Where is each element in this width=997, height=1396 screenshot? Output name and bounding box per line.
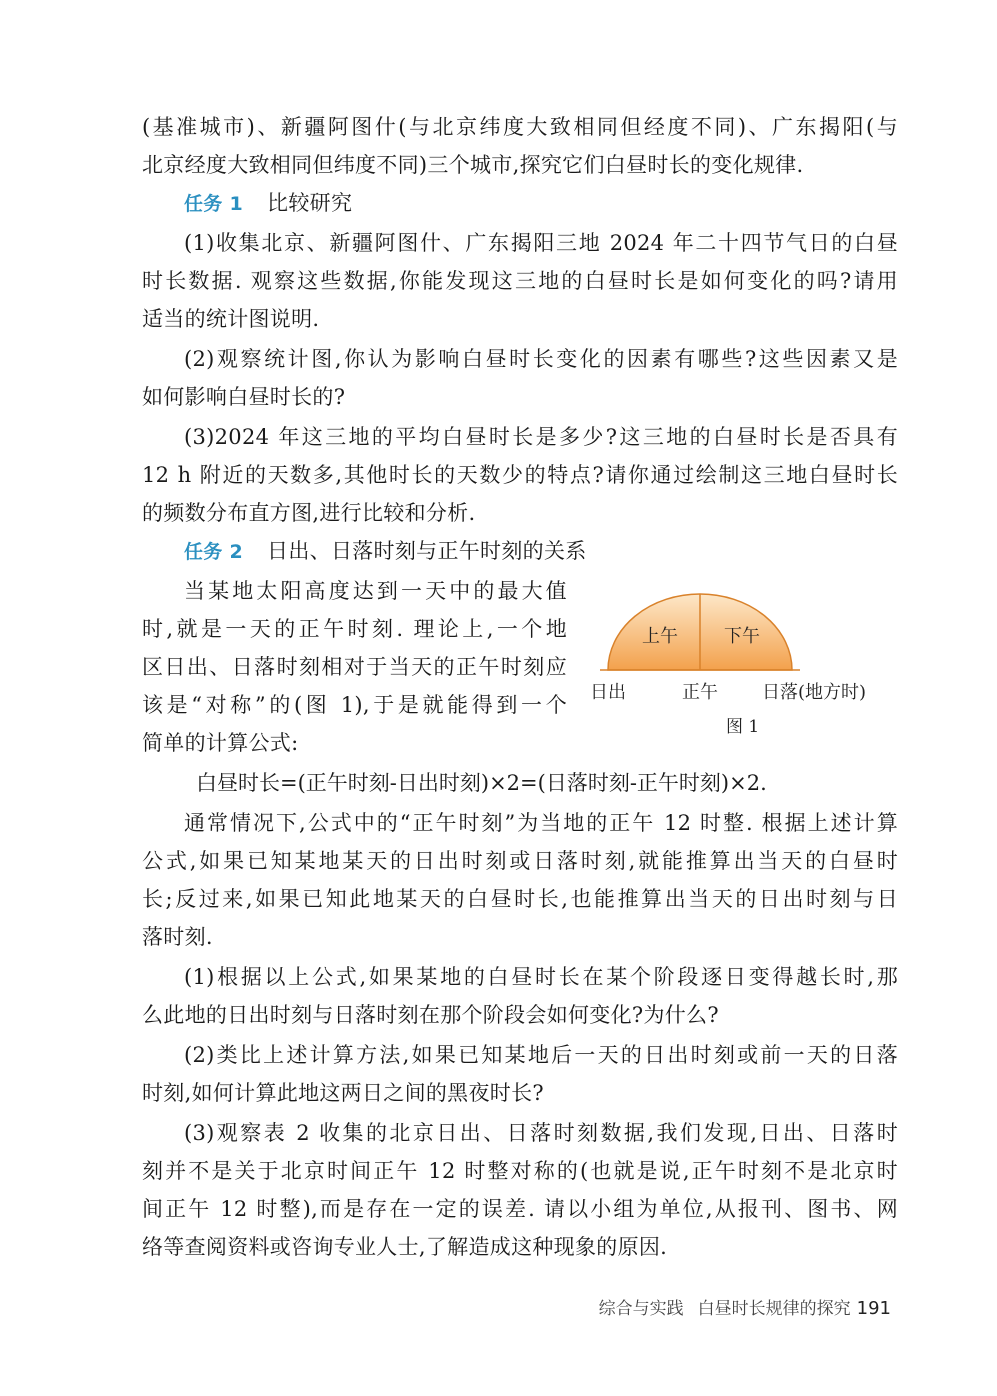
- paragraph-line: 的频数分布直方图,进行比较和分析.: [142, 501, 476, 525]
- task1-title: 比较研究: [267, 191, 353, 215]
- paragraph-line: 间正午 12 时整),而是存在一定的误差. 请以小组为单位,从报刊、图书、网: [142, 1197, 898, 1221]
- paragraph-line: 适当的统计图说明.: [142, 307, 320, 331]
- afternoon-label: 下午: [724, 626, 760, 647]
- page-number: 191: [856, 1298, 891, 1319]
- paragraph-line: 公式,如果已知某地某天的日出时刻或日落时刻,就能推算出当天的白昼时: [142, 849, 898, 873]
- task2-heading: [184, 536, 898, 567]
- task2-title: 日出、日落时刻与正午时刻的关系: [267, 539, 587, 563]
- paragraph-line: 北京经度大致相同但纬度不同)三个城市,探究它们白昼时长的变化规律.: [142, 153, 804, 177]
- paragraph-line: 如何影响白昼时长的?: [142, 385, 346, 409]
- paragraph-line: (3)2024 年这三地的平均白昼时长是多少?这三地的白昼时长是否具有: [184, 425, 898, 449]
- paragraph-line: 时,就是一天的正午时刻. 理论上,一个地: [142, 617, 567, 641]
- paragraph-line: (1)收集北京、新疆阿图什、广东揭阳三地 2024 年二十四节气日的白昼: [184, 231, 898, 255]
- task2-label: 任务 2: [184, 541, 244, 563]
- paragraph-line: (1)根据以上公式,如果某地的白昼时长在某个阶段逐日变得越长时,那: [184, 965, 898, 989]
- paragraph-line: 当某地太阳高度达到一天中的最大值: [184, 579, 567, 603]
- paragraph-line: 长;反过来,如果已知此地某天的白昼时长,也能推算出当天的日出时刻与日: [142, 887, 898, 911]
- paragraph-line: (基准城市)、新疆阿图什(与北京纬度大致相同但经度不同)、广东揭阳(与: [142, 115, 898, 139]
- morning-label: 上午: [642, 626, 678, 647]
- sunset-label: 日落(地方时): [762, 682, 867, 703]
- paragraph-line: 区日出、日落时刻相对于当天的正午时刻应: [142, 655, 567, 679]
- footer-section: 综合与实践: [598, 1299, 684, 1319]
- figure-caption: 图 1: [726, 717, 760, 737]
- paragraph-line: 么此地的日出时刻与日落时刻在那个阶段会如何变化?为什么?: [142, 1003, 719, 1027]
- paragraph-line: 刻并不是关于北京时间正午 12 时整对称的(也就是说,正午时刻不是北京时: [142, 1159, 898, 1183]
- task1-label: 任务 1: [184, 193, 244, 215]
- paragraph-line: 时刻,如何计算此地这两日之间的黑夜时长?: [142, 1081, 544, 1105]
- figure-1-sun-arc: [586, 590, 906, 740]
- task1-heading: [184, 188, 898, 219]
- paragraph-line: (2)观察统计图,你认为影响白昼时长变化的因素有哪些?这些因素又是: [184, 347, 898, 371]
- paragraph-line: 落时刻.: [142, 925, 213, 949]
- footer-title: 白昼时长规律的探究: [697, 1299, 851, 1319]
- paragraph-line: 络等查阅资料或咨询专业人士,了解造成这种现象的原因.: [142, 1235, 668, 1259]
- paragraph-line: 12 h 附近的天数多,其他时长的天数少的特点?请你通过绘制这三地白昼时长: [142, 463, 898, 487]
- page-footer: [599, 1294, 891, 1319]
- paragraph-line: (2)类比上述计算方法,如果已知某地后一天的日出时刻或前一天的日落: [184, 1043, 898, 1067]
- noon-label: 正午: [682, 682, 718, 703]
- paragraph-line: 通常情况下,公式中的“正午时刻”为当地的正午 12 时整. 根据上述计算: [184, 811, 898, 835]
- paragraph-line: (3)观察表 2 收集的北京日出、日落时刻数据,我们发现,日出、日落时: [184, 1121, 898, 1145]
- paragraph-line: 该是“对称”的(图 1),于是就能得到一个: [142, 693, 567, 717]
- paragraph-line: 简单的计算公式:: [142, 731, 299, 755]
- daylight-formula: 白昼时长=(正午时刻-日出时刻)×2=(日落时刻-正午时刻)×2.: [196, 771, 767, 795]
- sunrise-label: 日出: [590, 682, 626, 703]
- paragraph-line: 时长数据. 观察这些数据,你能发现这三地的白昼时长是如何变化的吗?请用: [142, 269, 898, 293]
